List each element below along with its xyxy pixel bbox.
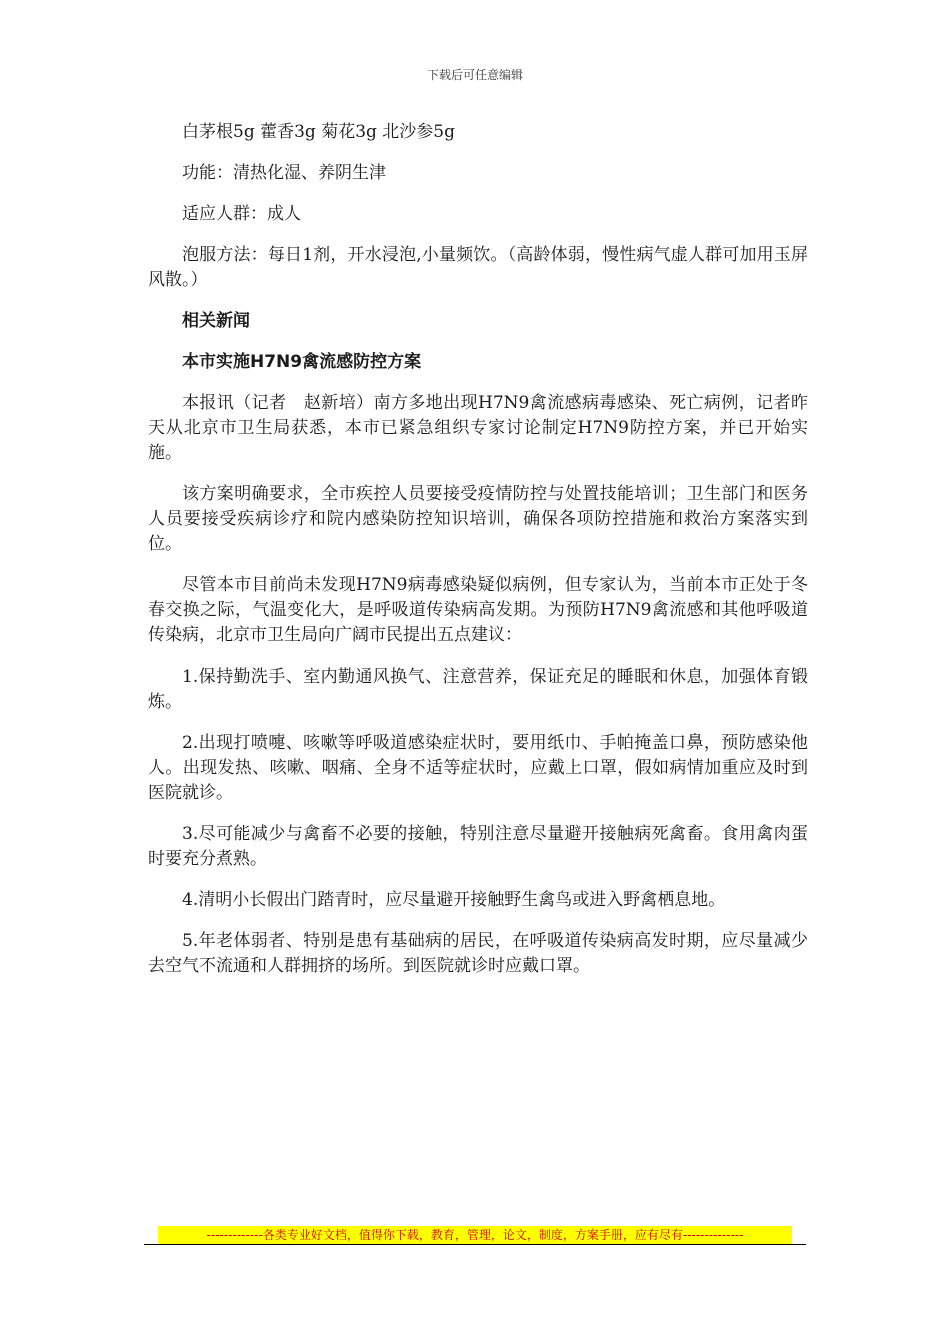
document-body: [148, 120, 808, 995]
suggestion-item: 4.清明小长假出门踏青时，应尽量避开接触野生禽鸟或进入野禽栖息地。: [182, 890, 726, 910]
article-title: 本市实施H7N9禽流感防控方案: [182, 352, 422, 372]
herb-audience: 适应人群：成人: [182, 204, 301, 224]
section-title: 相关新闻: [182, 311, 250, 331]
suggestion-item: 1.保持勤洗手、室内勤通风换气、注意营养，保证充足的睡眠和休息，加强体育锻炼。: [148, 667, 808, 712]
page-header: 下载后可任意编辑: [426, 68, 523, 82]
footer-divider: [144, 1244, 806, 1245]
suggestion-item: 3.尽可能减少与禽畜不必要的接触，特别注意尽量避开接触病死禽畜。食用禽肉蛋时要充分煮熟。: [148, 824, 808, 869]
footer-banner: -------------各类专业好文档，值得你下载，教育，管理，论文，制度，方案手册，应有尽有--------------: [158, 1226, 792, 1244]
article-paragraph: 尽管本市目前尚未发现H7N9病毒感染疑似病例，但专家认为，当前本市正处于冬春交换之际，气温变化大，是呼吸道传染病高发期。为预防H7N9禽流感和其他呼吸道传染病，北京市卫生局向广阔市民提出五点建议：: [148, 575, 808, 645]
article-paragraph: 该方案明确要求，全市疾控人员要接受疫情防控与处置技能培训；卫生部门和医务人员要接受疾病诊疗和院内感染防控知识培训，确保各项防控措施和救治方案落实到位。: [148, 484, 808, 554]
article-paragraph: 本报讯（记者 赵新培）南方多地出现H7N9禽流感病毒感染、死亡病例，记者昨天从北京市卫生局获悉，本市已紧急组织专家讨论制定H7N9防控方案，并已开始实施。: [148, 393, 808, 463]
herb-function: 功能：清热化湿、养阴生津: [182, 163, 386, 183]
suggestion-item: 5.年老体弱者、特别是患有基础病的居民，在呼吸道传染病高发时期，应尽量减少去空气不流通和人群拥挤的场所。到医院就诊时应戴口罩。: [148, 931, 808, 976]
suggestion-item: 2.出现打喷嚏、咳嗽等呼吸道感染症状时，要用纸巾、手帕掩盖口鼻，预防感染他人。出现发热、咳嗽、咽痛、全身不适等症状时，应戴上口罩，假如病情加重应及时到医院就诊。: [148, 733, 808, 803]
herb-method: 泡服方法：每日1剂，开水浸泡,小量频饮。（高龄体弱，慢性病气虚人群可加用玉屏风散。）: [148, 245, 808, 290]
herb-ingredients: 白茅根5g 藿香3g 菊花3g 北沙参5g: [182, 122, 456, 142]
